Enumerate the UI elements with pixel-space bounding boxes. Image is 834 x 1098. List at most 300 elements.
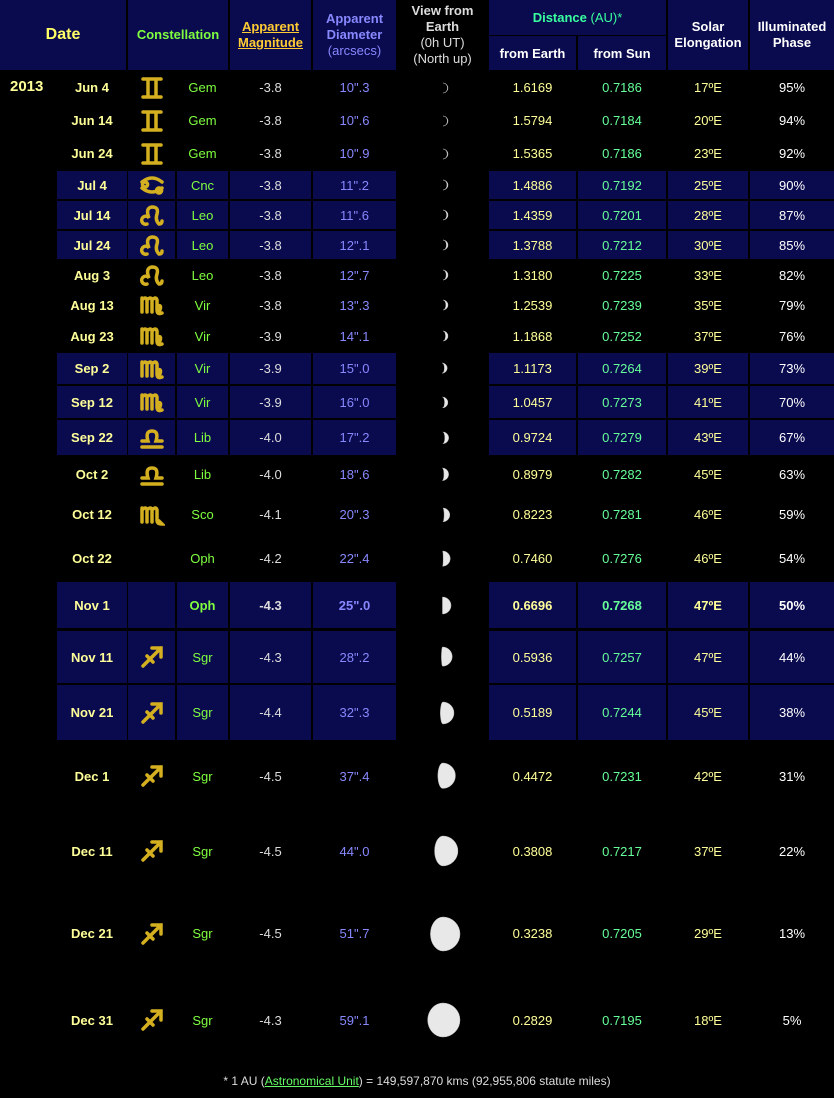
phase-cell: 67% xyxy=(750,420,834,455)
zodiac-cell xyxy=(128,201,175,229)
venus-lit-portion xyxy=(443,83,448,93)
venus-phase-icon xyxy=(428,761,457,790)
sagittarius-glyph xyxy=(143,1011,161,1029)
header-constellation xyxy=(128,0,228,70)
con-cell: Sgr xyxy=(192,843,213,859)
date-cell: Jul 14 xyxy=(57,201,127,229)
mag-cell: -3.8 xyxy=(259,267,282,283)
leo-glyph xyxy=(141,267,161,284)
diam-cell: 51".7 xyxy=(339,926,370,941)
venus-view-cell xyxy=(398,72,487,103)
earth-cell: 1.3788 xyxy=(489,231,576,259)
diam-cell: 17".2 xyxy=(313,420,396,455)
virgo-glyph xyxy=(142,298,162,314)
view-sub2: (North up) xyxy=(413,51,472,66)
phase-line2: Phase xyxy=(772,35,812,50)
zodiac-cell xyxy=(128,685,175,740)
venus-phase-icon xyxy=(424,915,462,953)
phase-cell: 44% xyxy=(750,631,834,683)
gemini-glyph xyxy=(143,79,161,97)
mag-cell: -3.8 xyxy=(230,171,311,199)
sun-cell: 0.7231 xyxy=(602,768,642,784)
venus-lit-portion xyxy=(438,763,456,788)
phase-cell: 50% xyxy=(750,582,834,628)
elong-cell: 35ºE xyxy=(694,297,722,313)
sun-cell: 0.7217 xyxy=(602,843,642,859)
header-view xyxy=(398,0,487,70)
date-cell: Sep 12 xyxy=(57,386,127,418)
zodiac-cell xyxy=(128,353,175,384)
venus-lit-portion xyxy=(427,1003,459,1037)
diam-cell: 44".0 xyxy=(339,843,370,859)
phase-cell: 92% xyxy=(778,146,806,161)
date-cell: Jul 24 xyxy=(57,231,127,259)
sagittarius-icon xyxy=(139,700,165,726)
diameter-sub: (arcsecs) xyxy=(327,43,382,58)
virgo-icon xyxy=(139,323,165,349)
venus-view-cell xyxy=(398,291,487,319)
table-row xyxy=(0,742,834,810)
leo-icon xyxy=(139,232,165,258)
venus-view-cell xyxy=(398,321,487,351)
venus-lit-portion xyxy=(442,508,449,522)
from-sun-label: from Sun xyxy=(593,45,651,61)
earth-cell: 1.1173 xyxy=(489,353,576,384)
earth-cell: 1.0457 xyxy=(489,386,576,418)
con-cell: Sgr xyxy=(177,685,228,740)
zodiac-cell xyxy=(128,231,175,259)
sun-cell: 0.7192 xyxy=(578,171,666,199)
cancer-glyph xyxy=(142,178,162,193)
phase-cell: 82% xyxy=(778,267,806,283)
venus-phase-icon xyxy=(434,466,451,483)
venus-view-cell xyxy=(398,891,487,976)
earth-cell: 0.6696 xyxy=(489,582,576,628)
mag-cell: -4.0 xyxy=(230,420,311,455)
diam-cell: 10".3 xyxy=(339,80,370,95)
phase-cell: 38% xyxy=(750,685,834,740)
gemini-icon xyxy=(139,75,165,101)
date-cell: Dec 21 xyxy=(71,926,113,941)
table-row xyxy=(0,631,834,683)
phase-cell: 90% xyxy=(750,171,834,199)
phase-cell: 94% xyxy=(778,113,806,128)
earth-cell: 1.1868 xyxy=(512,328,553,344)
virgo-glyph xyxy=(142,362,162,378)
venus-lit-portion xyxy=(443,240,448,250)
venus-lit-portion xyxy=(443,331,448,341)
zodiac-cell xyxy=(128,72,175,103)
elong-cell: 28ºE xyxy=(668,201,748,229)
table-row xyxy=(0,457,834,492)
mag-cell: -3.8 xyxy=(259,297,282,313)
con-cell: Sgr xyxy=(192,1012,213,1028)
con-cell: Oph xyxy=(177,582,228,628)
diam-cell: 25".0 xyxy=(313,582,396,628)
magnitude-link-line1[interactable]: Apparent xyxy=(241,19,300,34)
sun-cell: 0.7282 xyxy=(602,467,642,482)
earth-cell: 1.2539 xyxy=(512,297,553,313)
zodiac-cell xyxy=(128,813,175,889)
elong-cell: 20ºE xyxy=(694,113,722,128)
mag-cell: -3.8 xyxy=(259,80,282,95)
cancer-icon xyxy=(139,172,165,198)
venus-phase-icon xyxy=(436,178,450,192)
earth-cell: 0.5189 xyxy=(489,685,576,740)
footer-note xyxy=(0,1074,834,1088)
zodiac-cell xyxy=(128,537,175,580)
sagittarius-glyph xyxy=(143,767,161,785)
sagittarius-icon xyxy=(139,838,165,864)
libra-icon xyxy=(139,462,165,488)
venus-phase-icon xyxy=(436,208,450,222)
venus-phase-icon xyxy=(433,549,452,568)
elong-cell: 46ºE xyxy=(694,507,722,522)
elong-cell: 46ºE xyxy=(694,551,722,566)
leo-icon xyxy=(139,202,165,228)
earth-cell: 0.5936 xyxy=(489,631,576,683)
table-row xyxy=(0,171,834,199)
venus-phase-icon xyxy=(426,834,460,868)
zodiac-cell xyxy=(128,291,175,319)
table-row xyxy=(0,72,834,103)
zodiac-cell xyxy=(128,742,175,810)
sun-cell: 0.7281 xyxy=(602,507,642,522)
libra-glyph xyxy=(142,431,162,447)
from-earth-label: from Earth xyxy=(499,45,566,61)
virgo-icon xyxy=(139,292,165,318)
venus-lit-portion xyxy=(443,551,451,566)
zodiac-cell xyxy=(128,321,175,351)
virgo-glyph xyxy=(142,395,162,411)
date-cell: Aug 3 xyxy=(73,267,111,283)
zodiac-cell xyxy=(128,171,175,199)
con-cell: Vir xyxy=(194,297,211,313)
phase-cell: 70% xyxy=(750,386,834,418)
venus-phase-icon xyxy=(435,395,450,410)
venus-view-cell xyxy=(398,231,487,259)
zodiac-cell xyxy=(128,457,175,492)
sun-cell: 0.7279 xyxy=(578,420,666,455)
earth-cell: 0.8979 xyxy=(512,467,553,482)
date-cell: Nov 21 xyxy=(57,685,127,740)
sun-cell: 0.7264 xyxy=(578,353,666,384)
sagittarius-icon xyxy=(139,763,165,789)
venus-view-cell xyxy=(398,582,487,628)
con-cell: Oph xyxy=(190,551,215,566)
sun-cell: 0.7186 xyxy=(602,80,642,95)
con-cell: Gem xyxy=(188,146,217,161)
sagittarius-icon xyxy=(139,1007,165,1033)
elong-cell: 43ºE xyxy=(668,420,748,455)
header-magnitude[interactable] xyxy=(230,0,311,70)
venus-phase-icon xyxy=(431,645,454,668)
con-cell: Gem xyxy=(188,80,217,95)
diam-cell: 37".4 xyxy=(339,768,370,784)
date-cell: Nov 1 xyxy=(57,582,127,628)
venus-phase-icon xyxy=(436,329,450,343)
venus-lit-portion xyxy=(430,917,460,951)
solar-line1: Solar xyxy=(691,19,725,34)
venus-phase-icon xyxy=(436,81,450,95)
table-row xyxy=(0,353,834,384)
table-row xyxy=(0,978,834,1062)
venus-lit-portion xyxy=(443,363,448,373)
sun-cell: 0.7225 xyxy=(602,267,642,283)
venus-lit-portion xyxy=(442,468,448,481)
distance-label: Distance xyxy=(532,10,587,25)
venus-phase-icon xyxy=(424,1001,462,1039)
table-row xyxy=(0,420,834,455)
footer-suffix: ) = 149,597,870 kms (92,955,806 statute miles) xyxy=(358,1074,611,1088)
sun-cell: 0.7186 xyxy=(602,146,642,161)
sagittarius-glyph xyxy=(143,704,161,722)
con-cell: Sgr xyxy=(177,631,228,683)
diam-cell: 18".6 xyxy=(339,467,370,482)
phase-cell: 73% xyxy=(750,353,834,384)
table-row xyxy=(0,685,834,740)
diam-cell: 10".6 xyxy=(339,113,370,128)
venus-phase-icon xyxy=(430,700,456,726)
venus-lit-portion xyxy=(443,116,448,126)
table-row xyxy=(0,321,834,351)
view-line2: Earth xyxy=(425,19,460,34)
venus-phase-icon xyxy=(436,268,450,282)
elong-cell: 17ºE xyxy=(694,80,722,95)
header-solar-elongation xyxy=(668,0,748,70)
venus-view-cell xyxy=(398,261,487,289)
earth-cell: 1.4359 xyxy=(489,201,576,229)
venus-view-cell xyxy=(398,386,487,418)
zodiac-cell xyxy=(128,978,175,1062)
date-cell: Dec 31 xyxy=(71,1012,113,1028)
sun-cell: 0.7201 xyxy=(578,201,666,229)
virgo-glyph xyxy=(142,329,162,345)
date-cell: Oct 2 xyxy=(75,467,109,482)
earth-cell: 0.9724 xyxy=(489,420,576,455)
earth-cell: 0.3808 xyxy=(512,843,553,859)
earth-cell: 0.3238 xyxy=(512,926,553,941)
venus-lit-portion xyxy=(443,180,448,190)
diameter-line1: Apparent xyxy=(325,11,384,26)
table-row xyxy=(0,261,834,289)
mag-cell: -4.2 xyxy=(259,551,282,566)
sagittarius-glyph xyxy=(143,842,161,860)
con-cell: Gem xyxy=(188,113,217,128)
gemini-icon xyxy=(139,108,165,134)
zodiac-cell xyxy=(128,261,175,289)
earth-cell: 0.7460 xyxy=(512,551,553,566)
elong-cell: 23ºE xyxy=(694,146,722,161)
diam-cell: 20".3 xyxy=(339,507,370,522)
header-illuminated-phase xyxy=(750,0,834,70)
sun-cell: 0.7212 xyxy=(578,231,666,259)
venus-phase-icon xyxy=(436,238,450,252)
table-row xyxy=(0,231,834,259)
header-date xyxy=(0,0,126,70)
venus-lit-portion xyxy=(440,702,454,724)
magnitude-link[interactable] xyxy=(238,19,303,51)
sun-cell: 0.7273 xyxy=(578,386,666,418)
earth-cell: 0.8223 xyxy=(512,507,553,522)
earth-cell: 1.5365 xyxy=(512,146,553,161)
astronomical-unit-link[interactable]: Astronomical Unit xyxy=(264,1074,359,1088)
venus-view-cell xyxy=(398,742,487,810)
zodiac-cell xyxy=(128,891,175,976)
sun-cell: 0.7239 xyxy=(602,297,642,313)
elong-cell: 37ºE xyxy=(694,328,722,344)
venus-view-cell xyxy=(398,494,487,535)
sun-cell: 0.7184 xyxy=(602,113,642,128)
date-cell: Dec 11 xyxy=(71,843,113,859)
zodiac-cell xyxy=(128,105,175,136)
con-cell: Cnc xyxy=(177,171,228,199)
venus-phase-icon xyxy=(436,114,450,128)
date-cell: Sep 2 xyxy=(57,353,127,384)
venus-phase-icon xyxy=(436,298,450,312)
venus-lit-portion xyxy=(443,300,448,310)
phase-cell: 31% xyxy=(778,768,806,784)
elong-cell: 30ºE xyxy=(668,231,748,259)
header-constellation-label: Constellation xyxy=(136,27,220,42)
phase-cell: 59% xyxy=(778,507,806,522)
diam-cell: 13".3 xyxy=(339,297,370,313)
venus-lit-portion xyxy=(443,210,448,220)
gemini-glyph xyxy=(143,112,161,130)
scorpio-glyph xyxy=(142,508,162,524)
phase-cell: 54% xyxy=(778,551,806,566)
sun-cell: 0.7268 xyxy=(578,582,666,628)
venus-phase-icon xyxy=(432,595,453,616)
mag-cell: -4.0 xyxy=(259,467,282,482)
earth-cell: 0.2829 xyxy=(512,1012,553,1028)
mag-cell: -4.3 xyxy=(230,582,311,628)
year-label: 2013 xyxy=(10,78,44,95)
venus-lit-portion xyxy=(441,647,452,666)
table-row xyxy=(0,105,834,136)
venus-phase-icon xyxy=(436,147,450,161)
header-diameter xyxy=(313,0,396,70)
elong-cell: 33ºE xyxy=(694,267,722,283)
mag-cell: -4.3 xyxy=(259,1012,282,1028)
sagittarius-icon xyxy=(139,921,165,947)
elong-cell: 29ºE xyxy=(694,926,722,941)
elong-cell: 41ºE xyxy=(668,386,748,418)
zodiac-cell xyxy=(128,631,175,683)
diam-cell: 11".2 xyxy=(313,171,396,199)
elong-cell: 45ºE xyxy=(668,685,748,740)
date-cell: Jun 14 xyxy=(71,113,113,128)
venus-view-cell xyxy=(398,631,487,683)
elong-cell: 45ºE xyxy=(694,467,722,482)
table-row xyxy=(0,494,834,535)
venus-view-cell xyxy=(398,420,487,455)
table-row xyxy=(0,813,834,889)
venus-view-cell xyxy=(398,171,487,199)
elong-cell: 37ºE xyxy=(694,843,722,859)
footer-prefix: * 1 AU ( xyxy=(223,1074,265,1088)
diameter-line2: Diameter xyxy=(326,27,383,42)
leo-glyph xyxy=(141,237,161,254)
diam-cell: 11".6 xyxy=(313,201,396,229)
con-cell: Vir xyxy=(177,386,228,418)
phase-cell: 5% xyxy=(782,1012,802,1028)
sun-cell: 0.7252 xyxy=(602,328,642,344)
diam-cell: 15".0 xyxy=(313,353,396,384)
venus-view-cell xyxy=(398,537,487,580)
phase-cell: 95% xyxy=(778,80,806,95)
mag-cell: -4.4 xyxy=(230,685,311,740)
con-cell: Lib xyxy=(177,420,228,455)
date-cell: Oct 22 xyxy=(72,551,112,566)
elong-cell: 25ºE xyxy=(668,171,748,199)
zodiac-cell xyxy=(128,582,175,628)
table-row xyxy=(0,291,834,319)
venus-lit-portion xyxy=(434,836,457,866)
table-row xyxy=(0,386,834,418)
venus-phase-icon xyxy=(434,506,452,524)
elong-cell: 42ºE xyxy=(694,768,722,784)
header-from-earth xyxy=(489,36,576,70)
table-row xyxy=(0,201,834,229)
libra-icon xyxy=(139,425,165,451)
header-from-sun xyxy=(578,36,666,70)
elong-cell: 47ºE xyxy=(668,582,748,628)
view-line1: View from xyxy=(411,3,474,18)
venus-view-cell xyxy=(398,813,487,889)
scorpio-icon xyxy=(139,502,165,528)
virgo-icon xyxy=(139,356,165,382)
phase-cell: 76% xyxy=(778,328,806,344)
diam-cell: 28".2 xyxy=(313,631,396,683)
date-cell: Aug 23 xyxy=(70,328,114,344)
gemini-glyph xyxy=(143,145,161,163)
distance-unit: (AU)* xyxy=(590,10,623,25)
magnitude-link-line2[interactable]: Magnitude xyxy=(238,35,303,50)
date-cell: Sep 22 xyxy=(57,420,127,455)
venus-view-cell xyxy=(398,978,487,1062)
mag-cell: -3.9 xyxy=(230,353,311,384)
venus-lit-portion xyxy=(443,432,449,444)
venus-view-cell xyxy=(398,138,487,169)
leo-glyph xyxy=(141,207,161,224)
phase-cell: 13% xyxy=(778,926,806,941)
view-sub1: (0h UT) xyxy=(420,35,465,50)
con-cell: Leo xyxy=(191,267,214,283)
zodiac-cell xyxy=(128,420,175,455)
header-distance xyxy=(489,0,666,35)
venus-lit-portion xyxy=(443,270,448,280)
phase-line1: Illuminated xyxy=(757,19,827,34)
venus-phase-icon xyxy=(435,430,451,446)
solar-line2: Elongation xyxy=(674,35,742,50)
venus-view-cell xyxy=(398,105,487,136)
con-cell: Leo xyxy=(177,231,228,259)
con-cell: Vir xyxy=(194,328,211,344)
mag-cell: -3.8 xyxy=(230,231,311,259)
date-cell: Oct 12 xyxy=(72,507,112,522)
earth-cell: 1.4886 xyxy=(489,171,576,199)
mag-cell: -3.8 xyxy=(259,113,282,128)
diam-cell: 10".9 xyxy=(339,146,370,161)
virgo-icon xyxy=(139,389,165,415)
sagittarius-glyph xyxy=(143,925,161,943)
zodiac-cell xyxy=(128,386,175,418)
date-cell: Jun 24 xyxy=(71,146,113,161)
phase-cell: 87% xyxy=(750,201,834,229)
venus-view-cell xyxy=(398,201,487,229)
con-cell: Sco xyxy=(191,507,214,522)
